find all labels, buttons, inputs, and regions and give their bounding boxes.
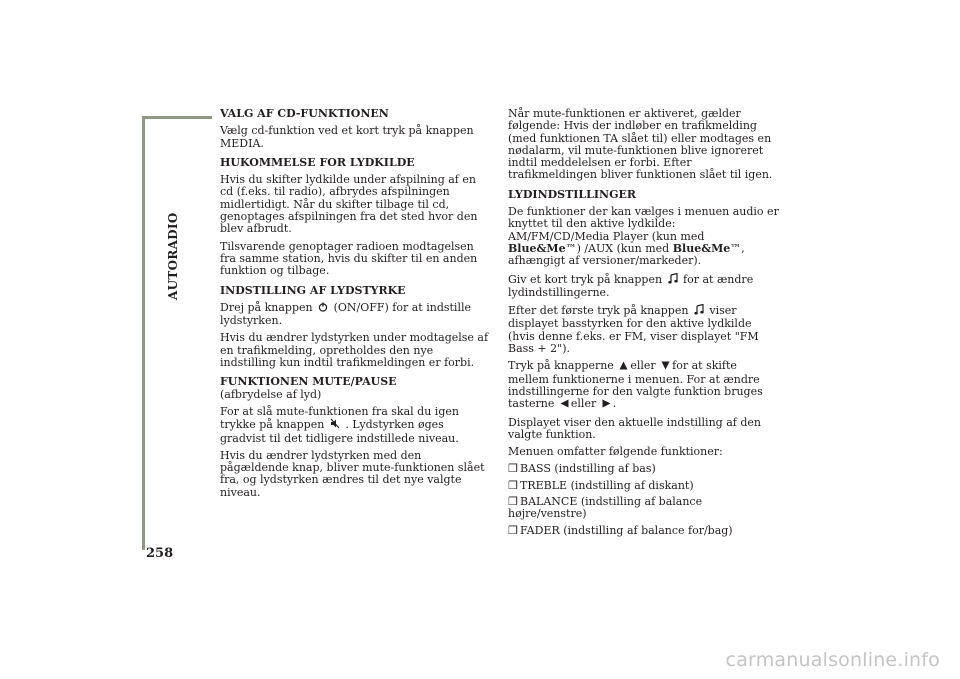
page-frame-line (142, 118, 145, 550)
heading-volume: INDSTILLING AF LYDSTYRKE (220, 283, 406, 297)
paragraph-volume-knob: Drej på knappen (ON/OFF) for at indstille lydstyrken. (220, 300, 471, 328)
list-item: ❒ TREBLE (indstilling af diskant) (508, 478, 694, 492)
checkbox-bullet-icon: ❒ (508, 523, 518, 537)
mute-icon (330, 418, 340, 432)
paragraph-audio-button: Giv et kort tryk på knappen for at ændre lydindstillingerne. (508, 272, 754, 299)
checkbox-bullet-icon: ❒ (508, 495, 518, 509)
checkbox-bullet-icon: ❒ (508, 462, 518, 476)
list-item: ❒ BALANCE (indstilling af balance højre/venstre) (508, 495, 703, 521)
paragraph-volume-traffic: Hvis du ændrer lydstyrken under modtagelse af en trafikmelding, opretholdes den nye indstilling kun indtil trafikmeldingen er forbi. (220, 331, 489, 370)
watermark: carmanualsonline.info (725, 649, 940, 671)
checkbox-bullet-icon: ❒ (508, 478, 518, 492)
heading-mute-pause: FUNKTIONEN MUTE/PAUSE (220, 375, 397, 389)
function-list (508, 463, 780, 536)
page-number: 258 (146, 546, 174, 561)
list-item: ❒ BASS (indstilling af bas) (508, 462, 656, 476)
paragraph-mute-active: Når mute-funktionen er aktiveret, gælder følgende: Hvis der indløber en trafikmelding (med funktionen TA slået til) eller modtages en nødalarm, vil mute-funktionen blive ignoreret indtil meddelelsen er forbi. Efter trafikmeldingen bliver funktionen slået til igen. (508, 107, 773, 182)
page-frame-corner (142, 116, 212, 119)
paragraph-menu-navigation: Tryk på knapperne eller for at skifte mellem funktionerne i menuen. For at ændre indstillingerne for den valgte funktion bruges tasterne eller . (508, 359, 763, 411)
paragraph-display-setting: Displayet viser den aktuelle indstilling af den valgte funktion. (508, 415, 761, 441)
subheading-mute-pause: (afbrydelse af lyd) (220, 387, 322, 401)
paragraph-mute-off: For at slå mute-funktionen fra skal du igen trykke på knappen . Lydstyrken øges gradvist til det tidligere indstillede niveau. (220, 404, 459, 445)
list-item: ❒ FADER (indstilling af balance for/bag) (508, 523, 733, 537)
paragraph-mute-volume-change: Hvis du ændrer lydstyrken med den pågældende knap, bliver mute-funktionen slået fra, og lydstyrken ændres til det nye valgte niveau. (220, 448, 485, 499)
paragraph-cd-function: Vælg cd-funktion ved et kort tryk på knappen MEDIA. (220, 124, 474, 150)
arrow-right-icon (602, 399, 611, 411)
heading-cd-function: VALG AF CD-FUNKTIONEN (220, 107, 389, 120)
paragraph-audio-menu: De funktioner der kan vælges i menuen audio er knyttet til den aktive lydkilde: AM/FM/CD/Media Player (kun med Blue&Me™) /AUX (kun med Blue&Me™, afhængigt af versioner/markeder). (508, 205, 779, 268)
right-column (508, 108, 780, 541)
section-label: AUTORADIO (166, 212, 180, 300)
music-note-icon (668, 273, 678, 287)
heading-source-memory: HUKOMMELSE FOR LYDKILDE (220, 155, 415, 169)
left-column (220, 108, 492, 504)
arrow-left-icon (560, 399, 569, 411)
paragraph-radio-resume: Tilsvarende genoptager radioen modtagelsen fra samme station, hvis du skifter til en anden funktion og tilbage. (220, 239, 478, 278)
heading-audio-settings: LYDINDSTILLINGER (508, 187, 637, 201)
power-knob-icon (318, 302, 328, 315)
paragraph-source-memory: Hvis du skifter lydkilde under afspilning af en cd (f.eks. til radio), afbrydes afspilningen midlertidigt. Når du skifter tilbage til cd, genoptages afspilningen fra det sted hvor den blev afbrudt. (220, 173, 478, 236)
paragraph-menu-functions: Menuen omfatter følgende funktioner: (508, 445, 723, 459)
music-note-icon (694, 304, 704, 318)
paragraph-bass-display: Efter det første tryk på knappen viser displayet basstyrken for den aktive lydkilde (hvis denne f.eks. er FM, viser displayet "FM Bass + 2"). (508, 304, 759, 356)
